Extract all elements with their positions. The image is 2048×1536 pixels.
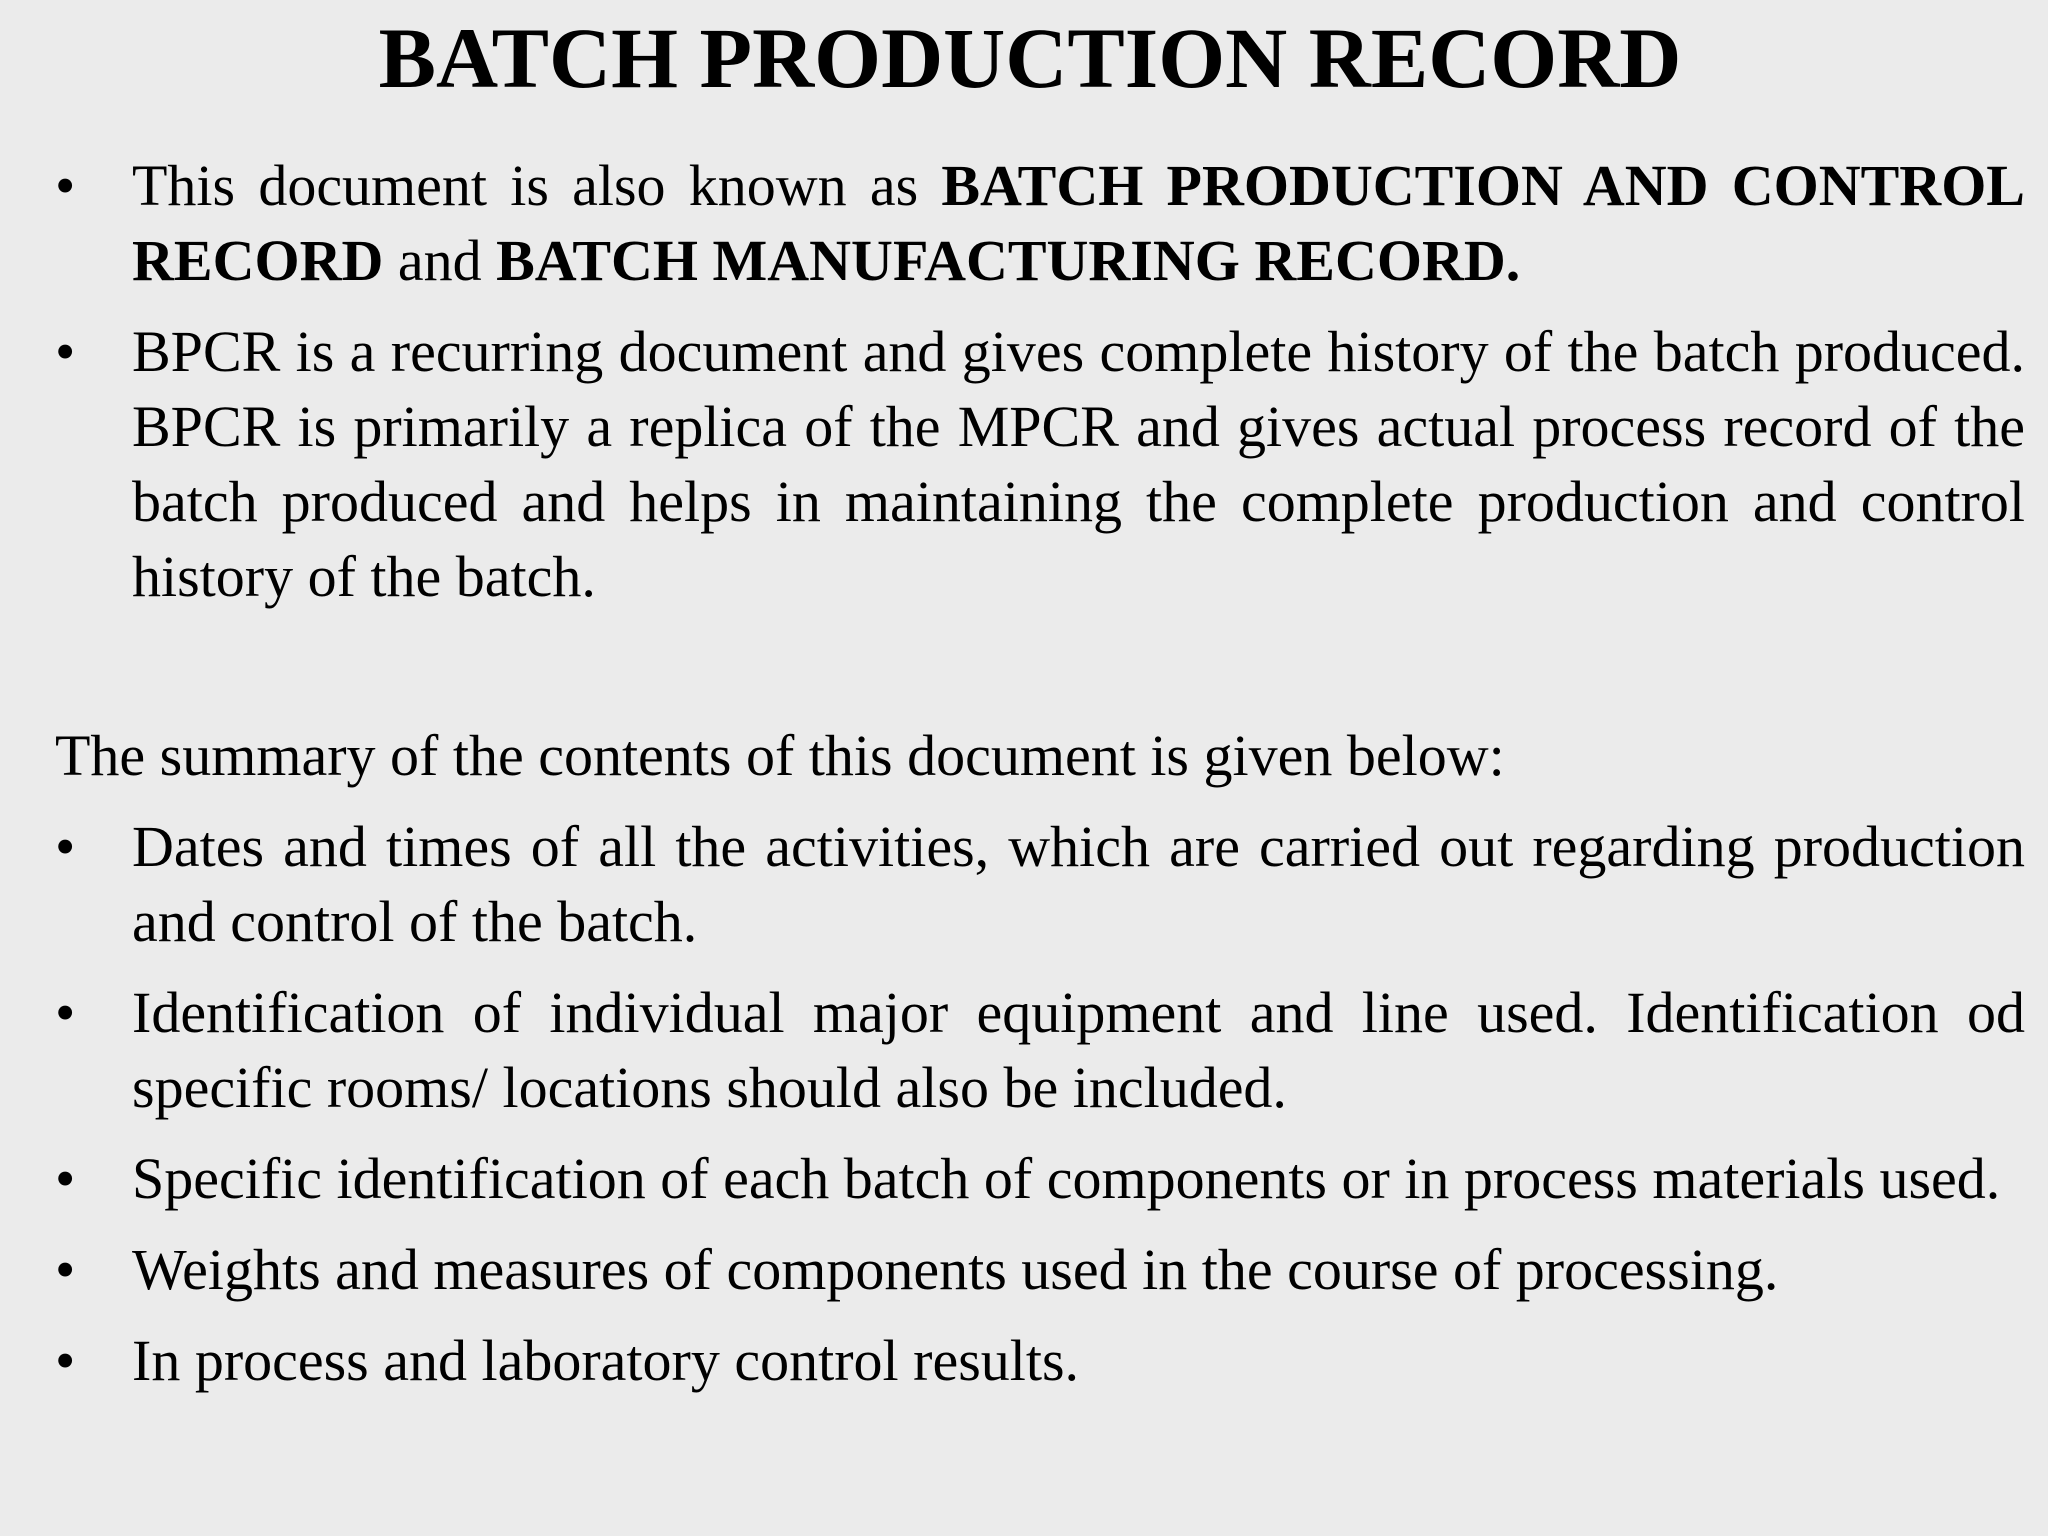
- summary-bullet-2-text: Identification of individual major equipment and line used. Identification od specific rooms/ locations should also be included.: [132, 980, 2025, 1120]
- bullet-icon: •: [55, 1237, 76, 1302]
- summary-bullet-list: [55, 809, 2025, 1398]
- list-item: [55, 1141, 2025, 1216]
- intro-bullet-1-part-3: and: [383, 228, 497, 293]
- summary-bullet-5-text: In process and laboratory control results.: [132, 1328, 1080, 1393]
- list-item: [55, 314, 2025, 614]
- list-item: [55, 1323, 2025, 1398]
- list-item: [55, 148, 2025, 298]
- bullet-icon: •: [55, 319, 76, 384]
- summary-bullet-3-text: Specific identification of each batch of components or in process materials used.: [132, 1146, 2001, 1211]
- intro-bullet-list: [55, 148, 2025, 614]
- bullet-icon: •: [55, 980, 76, 1045]
- intro-bullet-1-part-1: This document is also known as: [132, 153, 942, 218]
- bullet-icon: •: [55, 814, 76, 879]
- summary-bullet-1-text: Dates and times of all the activities, which are carried out regarding production and control of the batch.: [132, 814, 2025, 954]
- bullet-icon: •: [55, 153, 76, 218]
- list-item: [55, 809, 2025, 959]
- intro-bullet-1-part-4: BATCH MANUFACTURING RECORD.: [496, 228, 1521, 293]
- intro-bullet-2-text: BPCR is a recurring document and gives complete history of the batch produced. BPCR is primarily a replica of the MPCR and gives actual process record of the batch produced and helps in maintaining the complete production and control history of the batch.: [132, 319, 2025, 609]
- list-item: [55, 975, 2025, 1125]
- bullet-icon: •: [55, 1146, 76, 1211]
- list-item: [55, 1232, 2025, 1307]
- intro-bullet-1-text: [132, 153, 2025, 293]
- summary-bullet-4-text: Weights and measures of components used in the course of processing.: [132, 1237, 1779, 1302]
- intro-bullet-1-part-2: BATCH PRODUCTION AND CONTROL RECORD: [132, 153, 2025, 293]
- page-title: BATCH PRODUCTION RECORD: [378, 10, 1682, 106]
- summary-intro: The summary of the contents of this document is given below:: [55, 723, 1505, 788]
- bullet-icon: •: [55, 1328, 76, 1393]
